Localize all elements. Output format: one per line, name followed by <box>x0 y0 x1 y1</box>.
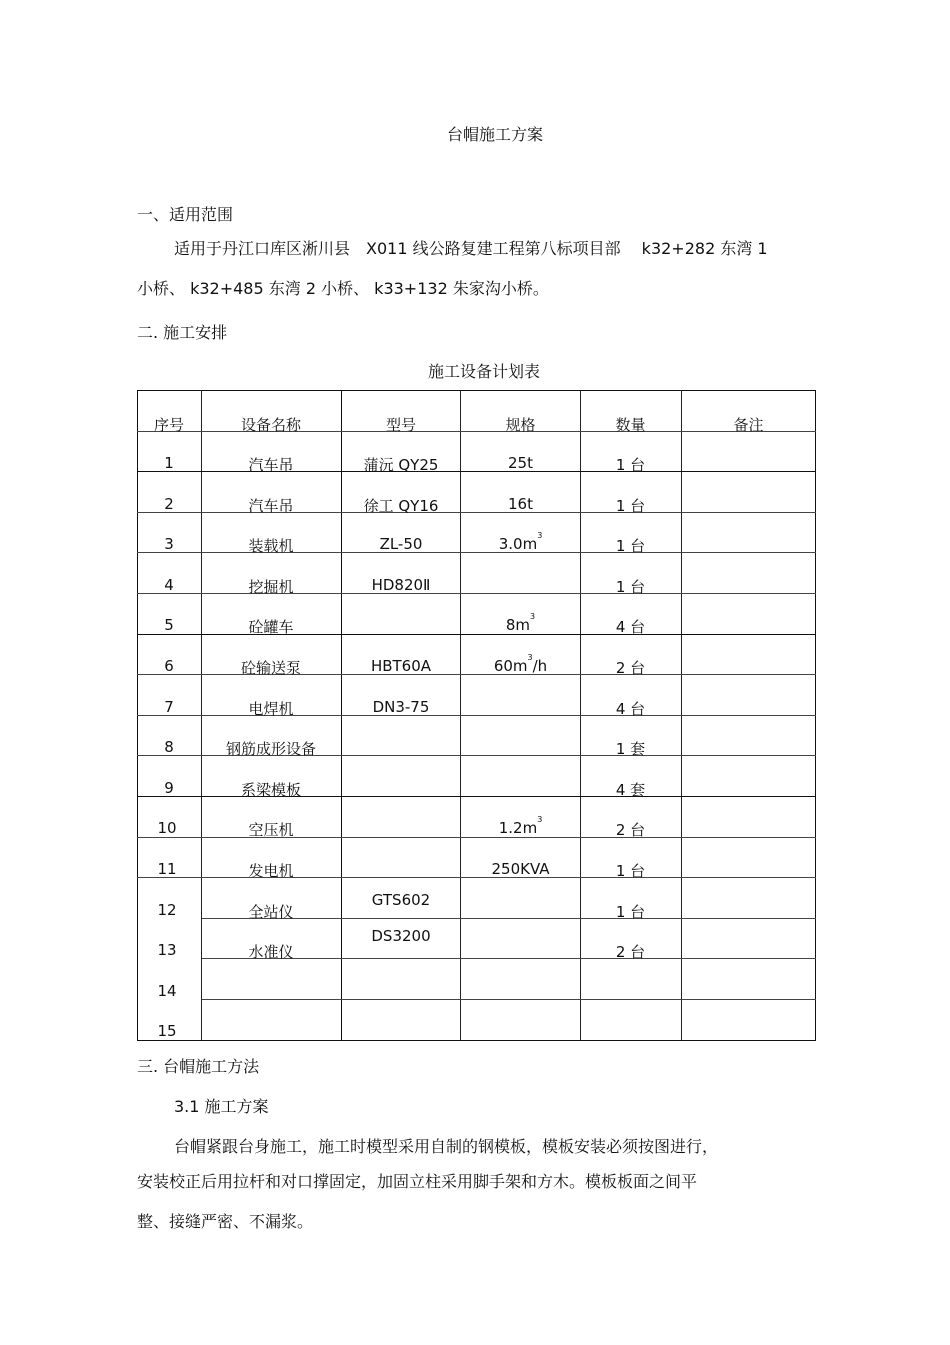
table-cell-spec <box>460 860 581 878</box>
table-cell-model: ZL-50 <box>379 535 423 554</box>
table-cell-spec <box>460 612 581 635</box>
table-cell-no: 5 <box>164 616 174 635</box>
table-cell-qty: 4 台 <box>615 699 646 718</box>
table-header-cell: 备注 <box>733 416 764 434</box>
table-cell-no: 10 <box>157 819 177 838</box>
spec-value: 25t <box>508 454 533 472</box>
table-cell-no: 15 <box>157 1022 177 1041</box>
spec-value: 8m <box>505 616 531 635</box>
table-cell-name: 钢筋成形设备 <box>225 740 316 759</box>
table-cell-no: 12 <box>157 900 177 919</box>
table-cell-qty: 1 台 <box>615 577 646 596</box>
table-cell-no: 14 <box>157 981 177 1000</box>
table-cell-qty: 1 台 <box>615 537 646 556</box>
table-cell-no: 7 <box>164 697 174 716</box>
table-cell-spec <box>460 815 581 838</box>
table-cell-qty: 2 台 <box>615 659 646 677</box>
table-cell-qty: 4 套 <box>615 780 646 799</box>
section-3-1-heading: 3.1 施工方案 <box>174 1097 269 1116</box>
spec-superscript: 3 <box>527 653 533 662</box>
table-header-cell: 数量 <box>615 416 646 434</box>
table-cell-qty: 1 台 <box>615 496 646 515</box>
table-cell-spec <box>460 653 581 675</box>
table-cell-model: DS3200 <box>371 927 431 946</box>
spec-superscript: 3 <box>537 531 543 541</box>
table-cell-qty: 1 台 <box>615 902 646 921</box>
section-3-heading: 三. 台帽施工方法 <box>137 1057 260 1076</box>
table-cell-model: HBT60A <box>370 657 432 675</box>
table-cell-name: 汽车吊 <box>248 496 294 515</box>
table-cell-spec <box>460 495 581 513</box>
table-cell-no: 13 <box>157 941 177 960</box>
table-cell-name: 挖掘机 <box>248 577 294 596</box>
para-1-line-2: 小桥、 k32+485 东湾 2 小桥、 k33+132 朱家沟小桥。 <box>137 279 549 298</box>
table-cell-no: 2 <box>164 494 174 513</box>
spec-unit-tail: /h <box>532 657 548 675</box>
spec-value: 3.0m <box>498 535 538 554</box>
spec-value: 1.2m <box>498 819 538 838</box>
table-header-cell: 型号 <box>385 416 416 434</box>
table-cell-name: 砼输送泵 <box>240 659 301 677</box>
para-3-line-1: 台帽紧跟台身施工，施工时模型采用自制的钢模板，模板安装必须按图进行， <box>174 1137 719 1156</box>
table-header-cell: 规格 <box>505 416 536 434</box>
table-cell-name: 水准仪 <box>248 943 294 962</box>
spec-superscript: 3 <box>537 815 543 825</box>
table-cell-no: 8 <box>164 738 174 757</box>
table-cell-name: 装载机 <box>248 537 294 556</box>
para-1-line-1: 适用于丹江口库区淅川县 X011 线公路复建工程第八标项目部 k32+282 东湾 1 <box>174 239 768 258</box>
spec-value: 60m <box>493 657 528 675</box>
table-cell-qty: 1 台 <box>615 862 646 880</box>
table-cell-name: 全站仪 <box>248 902 294 921</box>
table-cell-no: 1 <box>164 454 174 472</box>
table-cell-model: HD820Ⅱ <box>371 575 431 594</box>
table-cell-qty: 4 台 <box>615 618 646 637</box>
equipment-table <box>137 390 816 1040</box>
section-2-heading: 二. 施工安排 <box>137 323 228 342</box>
spec-superscript: 3 <box>530 612 536 622</box>
table-cell-name: 砼罐车 <box>248 618 294 637</box>
row-divider <box>202 999 816 1000</box>
table-cell-qty: 1 套 <box>615 740 646 759</box>
table-cell-name: 汽车吊 <box>248 456 294 474</box>
table-cell-spec <box>460 454 581 472</box>
table-cell-model: 蒲沅 QY25 <box>363 456 439 474</box>
table-cell-name: 电焊机 <box>248 699 294 718</box>
table-cell-no: 3 <box>164 535 174 554</box>
table-cell-spec <box>460 531 581 554</box>
table-cell-name: 发电机 <box>248 862 294 880</box>
spec-value: 16t <box>508 494 533 513</box>
table-cell-no: 11 <box>157 860 177 878</box>
para-3-line-3: 整、接缝严密、不漏浆。 <box>137 1212 314 1231</box>
table-cell-qty: 1 台 <box>615 456 646 474</box>
table-cell-no: 9 <box>164 778 174 797</box>
table-cell-no: 6 <box>164 657 174 675</box>
table-cell-model: DN3-75 <box>372 697 430 716</box>
spec-value: 250KVA <box>491 860 550 878</box>
table-cell-name: 系梁模板 <box>240 780 301 799</box>
table-title: 施工设备计划表 <box>427 362 540 381</box>
para-3-line-2: 安装校正后用拉杆和对口撑固定，加固立柱采用脚手架和方木。模板板面之间平 <box>137 1172 698 1191</box>
table-cell-qty: 2 台 <box>615 821 646 840</box>
table-cell-name: 空压机 <box>248 821 294 840</box>
table-header-cell: 序号 <box>153 416 184 434</box>
table-header-cell: 设备名称 <box>240 416 301 434</box>
page-title: 台帽施工方案 <box>446 125 543 144</box>
table-cell-model: 徐工 QY16 <box>363 496 439 515</box>
section-1-heading: 一、适用范围 <box>137 205 234 224</box>
table-cell-no: 4 <box>164 575 174 594</box>
table-cell-model: GTS602 <box>371 890 431 909</box>
table-cell-qty: 2 台 <box>615 943 646 962</box>
